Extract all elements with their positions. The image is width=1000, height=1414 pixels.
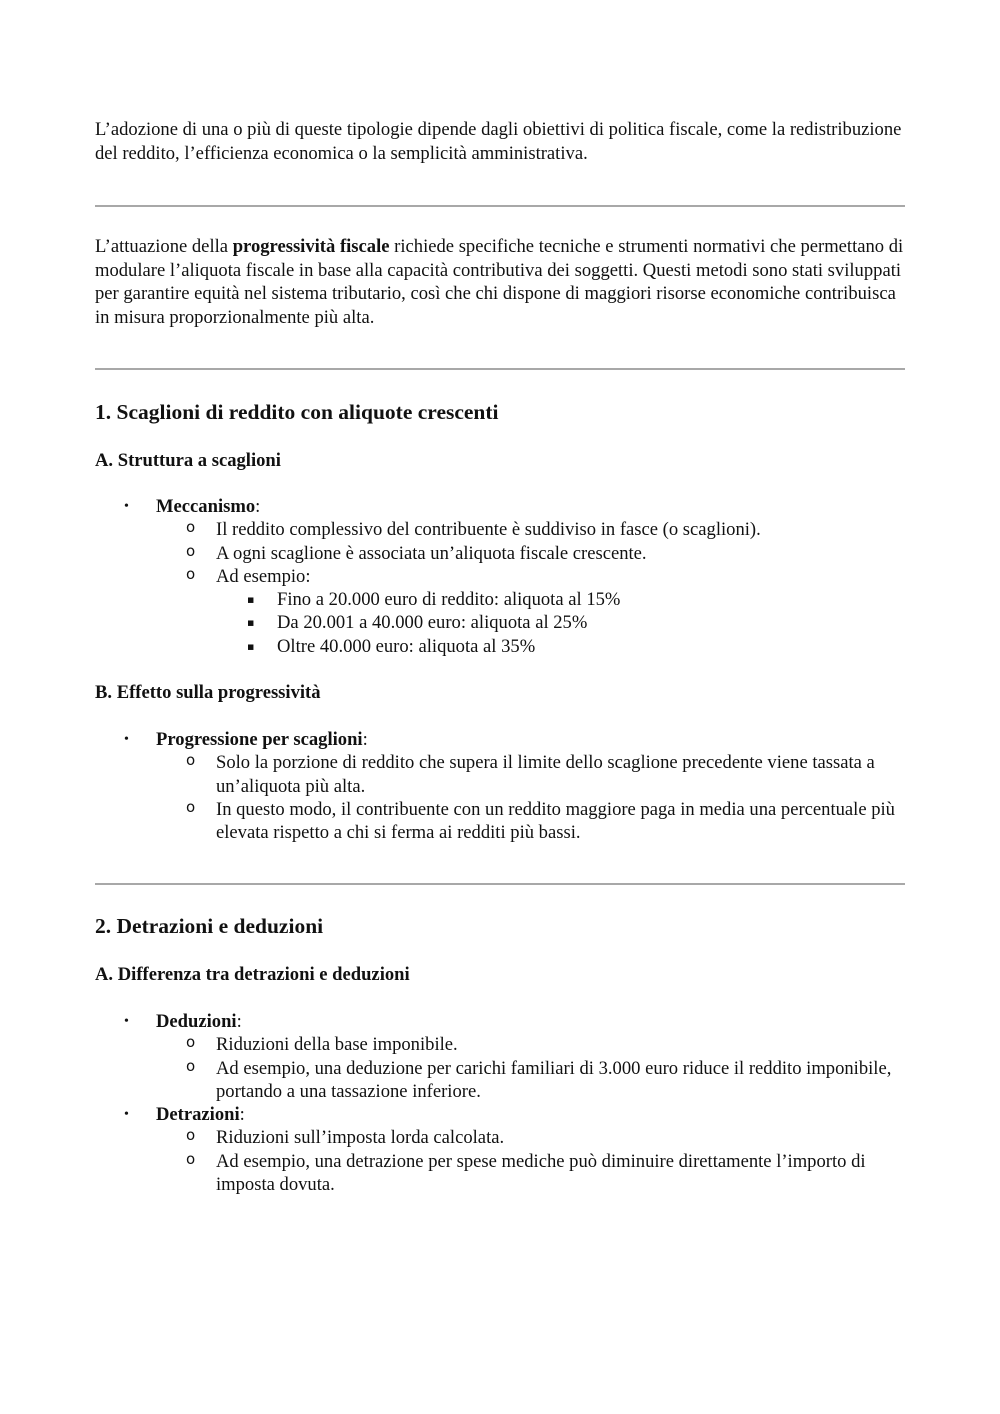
circle-marker: o [186, 541, 196, 560]
para-text-end: richiede specifiche tecniche e strumenti normativi che permettano di modulare l’aliquota fiscale in base alla capacità contributiva dei soggetti. Questi metodi sono stati sviluppati per garantire equità nel sistema tributario, così che chi dispone di maggiori risorse economiche contribuisca in misura proporzionalmente più alta. [95, 236, 904, 328]
square-marker: ▪ [247, 593, 255, 607]
bullet-marker: • [124, 499, 129, 514]
para-bold-term: progressività fiscale [232, 236, 390, 257]
divider [95, 368, 905, 370]
colon: : [236, 1011, 242, 1032]
colon: : [362, 729, 368, 750]
list-item [95, 1103, 905, 1126]
section-1b-list [95, 728, 905, 844]
list-item [95, 1010, 905, 1033]
list-item [95, 611, 905, 634]
list-item-text: Solo la porzione di reddito che supera il limite dello scaglione precedente viene tassata a un’aliquota più alta. [216, 752, 875, 797]
bullet-label: Deduzioni [156, 1011, 237, 1032]
divider [95, 205, 905, 207]
section-1a-heading: A. Struttura a scaglioni [95, 450, 281, 471]
list-item [95, 495, 905, 518]
circle-marker: o [186, 797, 196, 816]
list-item [95, 542, 905, 565]
list-item-text: Ad esempio: [216, 565, 311, 587]
circle-marker: o [186, 1033, 196, 1052]
list-item-text: Riduzioni della base imponibile. [216, 1034, 458, 1056]
bullet-label: Meccanismo [156, 496, 256, 517]
list-item-text: Oltre 40.000 euro: aliquota al 35% [277, 635, 536, 657]
list-item [95, 565, 905, 588]
intro-paragraph: L’adozione di una o più di queste tipologie dipende dagli obiettivi di politica fiscale, come la redistribuzione del reddito, l’efficienza economica o la semplicità amministrativa. [95, 119, 902, 164]
circle-marker: o [186, 1149, 196, 1168]
colon: : [255, 496, 261, 517]
progressivity-paragraph [95, 235, 905, 329]
section-1a-list [95, 495, 905, 658]
bullet-marker: • [124, 1107, 129, 1123]
list-item [95, 1033, 905, 1056]
list-item-text: A ogni scaglione è associata un’aliquota fiscale crescente. [216, 542, 647, 564]
list-item-text: In questo modo, il contribuente con un reddito maggiore paga in media una percentuale più elevata rispetto a chi si ferma ai redditi più bassi. [216, 798, 895, 844]
list-item [95, 518, 905, 541]
bullet-marker: • [124, 1014, 129, 1029]
list-item-text: Fino a 20.000 euro di reddito: aliquota al 15% [277, 589, 621, 611]
list-item [95, 1150, 905, 1197]
bullet-label: Progressione per scaglioni [156, 729, 363, 750]
colon: : [239, 1104, 245, 1126]
section-1b-heading: B. Effetto sulla progressività [95, 682, 321, 703]
list-item [95, 1057, 905, 1104]
section-2a-list [95, 1010, 905, 1196]
list-item [95, 728, 905, 751]
section-2a-heading: A. Differenza tra detrazioni e deduzioni [95, 964, 410, 985]
circle-marker: o [186, 518, 196, 537]
list-item [95, 751, 905, 798]
list-item-text: Ad esempio, una deduzione per carichi familiari di 3.000 euro riduce il reddito imponibile, portando a una tassazione inferiore. [216, 1057, 892, 1102]
list-item [95, 635, 905, 658]
list-item [95, 588, 905, 611]
section-1-heading: 1. Scaglioni di reddito con aliquote crescenti [95, 400, 499, 424]
bullet-label: Detrazioni [156, 1104, 240, 1126]
list-item [95, 1126, 905, 1149]
list-item-text: Riduzioni sull’imposta lorda calcolata. [216, 1127, 505, 1149]
square-marker: ▪ [247, 639, 255, 653]
para-text-start: L’attuazione della [95, 236, 233, 257]
circle-marker: o [186, 751, 196, 770]
square-marker: ▪ [247, 616, 255, 630]
list-item-text: Ad esempio, una detrazione per spese mediche può diminuire direttamente l’importo di imposta dovuta. [216, 1150, 866, 1196]
circle-marker: o [186, 1126, 196, 1145]
list-item-text: Da 20.001 a 40.000 euro: aliquota al 25% [277, 612, 588, 634]
bullet-marker: • [124, 732, 129, 747]
section-2-heading: 2. Detrazioni e deduzioni [95, 914, 324, 938]
list-item [95, 798, 905, 845]
list-item-text: Il reddito complessivo del contribuente è suddiviso in fasce (o scaglioni). [216, 519, 761, 541]
circle-marker: o [186, 1056, 196, 1075]
circle-marker: o [186, 564, 196, 583]
divider [95, 883, 905, 885]
